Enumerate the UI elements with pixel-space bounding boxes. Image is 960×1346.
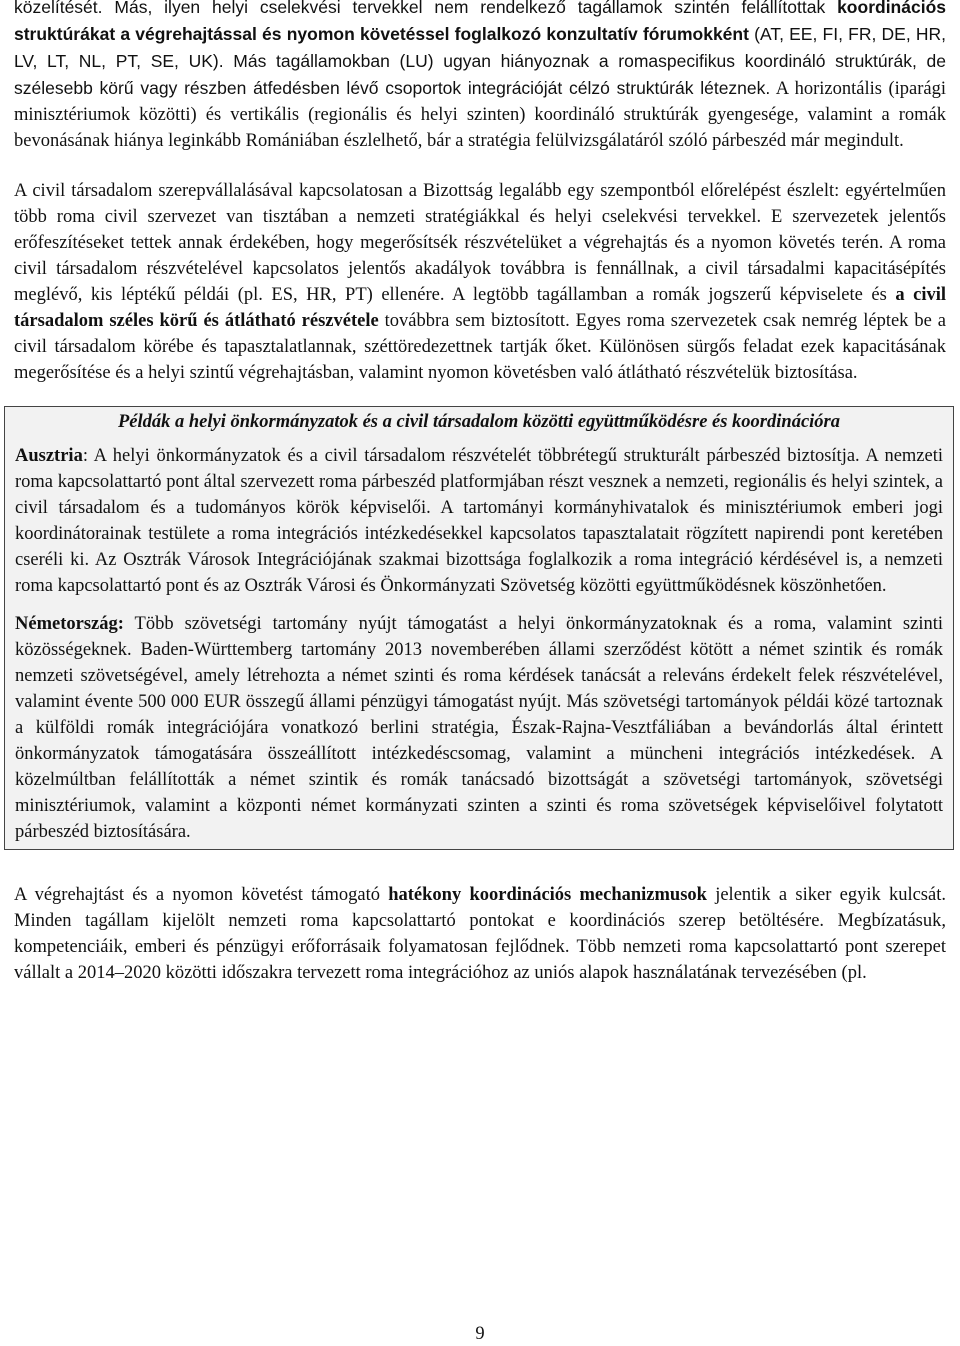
paragraph-text: (AT, EE, FI, FR, DE, HR, LV, LT, NL, PT, SE, UK). Más tagállamokban (LU) ugyan hiányoznak a romaspecifikus koordináló struktúrák, de szélesebb körű vagy részben átfedésben lévő csoportok integrációját célzó struktúrák léteznek. <box>14 24 947 98</box>
country-label-germany: Németország: <box>15 614 124 634</box>
document-page <box>14 0 946 986</box>
paragraph-coordination-structures <box>14 0 946 154</box>
example-text: Több szövetségi tartomány nyújt támogatást a helyi önkormányzatoknak és a roma, valamint szinti közösségeknek. Baden-Württemberg tartomány 2013 novemberében állami szerződést kötött a német szintik és romák nemzeti szövetségével, amely létrehozta a német szinti és roma kérdések tanácsát a releváns érdekelt felek részvételével, valamint évente 500 000 EUR összegű állami pénzügyi támogatást nyújt. Más szövetségi tartományok példái közé tartoznak a külföldi romák integrációjára vonatkozó berlini stratégia, Észak-Rajna-Vesztfáliában a bevándorlás által érintett önkormányzatok támogatására összeállított intézkedéscsomag, valamint a müncheni integrációs intézkedések. A közelmúltban felállították a német szintik és romák tanácsadó bizottságát a szövetségi tartományok, szövetségi minisztériumok, valamint a központi német kormányzati szinten a szinti és roma szövetségek képviselőivel folytatott párbeszéd biztosítására. <box>15 614 943 842</box>
page-number: 9 <box>475 1324 485 1344</box>
emphasis-text: koordinációs struktúrákat a végrehajtással és nyomon követéssel foglalkozó konzultatív fórumokként <box>14 0 946 44</box>
emphasis-text: hatékony koordinációs mechanizmusok <box>388 885 707 905</box>
examples-box <box>4 406 954 850</box>
emphasis-text: a civil társadalom széles körű és átlátható részvétele <box>14 285 946 331</box>
paragraph-coordination-mechanisms <box>14 882 946 986</box>
paragraph-text: A horizontális (iparági minisztériumok közötti) és vertikális (regionális és helyi szinten) koordináló struktúrák gyengesége, valamint a romák bevonásának hiánya leginkább Romániában észlelhető, bár a stratégia felülvizsgálatáról szóló párbeszéd már megindult. <box>14 79 946 151</box>
paragraph-text: közelítését. Más, ilyen helyi cselekvési tervekkel nem rendelkező tagállamok szintén felállítottak <box>14 0 838 17</box>
country-label-austria: Ausztria <box>15 446 83 466</box>
example-text: : A helyi önkormányzatok és a civil társadalom részvételét többrétegű strukturált párbeszéd biztosítja. A nemzeti roma kapcsolattartó pont által szervezett roma párbeszéd platformjában részt vesznek a nemzeti, regionális és helyi szintek, a civil társadalom és a tudományos körök képviselői. A tartományi kormányhivatalok és minisztériumok emberi jogi koordinátorainak testülete a roma integrációs intézkedésekkel kapcsolatos tapasztalatait rögzített napirendi pont keretében cseréli ki. Az Osztrák Városok Integrációjának szakmai bizottsága foglalkozik a roma integráció kérdésével is, a nemzeti roma kapcsolattartó pont és az Osztrák Városi és Önkormányzati Szövetség közötti együttműködésnek köszönhetően. <box>15 446 943 596</box>
paragraph-text: A végrehajtást és a nyomon követést támogató <box>14 885 389 905</box>
paragraph-text: A civil társadalom szerepvállalásával kapcsolatosan a Bizottság legalább egy szempontból előrelépést észlelt: egyértelműen több roma civil szervezet van tisztában a nemzeti stratégiákkal és helyi cselekvési tervekkel. E szervezetek jelentős erőfeszítéseket tettek annak érdekében, hogy megerősítsék részvételüket a végrehajtás és a nyomon követés terén. A roma civil társadalom részvételével kapcsolatos jelentős akadályok továbbra is fennállnak, a civil társadalmi kapacitásépítés meglévő, kis léptékű példái (pl. ES, HR, PT) ellenére. A legtöbb tagállamban a romák jogszerű képviselete és <box>14 181 946 305</box>
example-germany <box>15 611 943 845</box>
example-austria <box>15 443 943 599</box>
paragraph-civil-society <box>14 178 946 386</box>
paragraph-text: továbbra sem biztosított. Egyes roma szervezetek csak nemrég léptek be a civil társadalom körébe és tapasztalatlannak, széttöredezettnek tartják őket. Különösen sürgős feladat ezek kapacitásának megerősítése és a helyi szintű végrehajtásban, valamint nyomon követésben való átlátható részvételük biztosítása. <box>14 311 946 383</box>
examples-box-title: Példák a helyi önkormányzatok és a civil társadalom közötti együttműködésre és koordinációra <box>117 412 840 432</box>
paragraph-text: jelentik a siker egyik kulcsát. Minden tagállam kijelölt nemzeti roma kapcsolattartó pontokat e koordinációs szerep betöltésére. Megbízatásuk, kompetenciáik, emberi és pénzügyi erőforrásaik folyamatosan fejlődnek. Több nemzeti roma kapcsolattartó pont szerepet vállalt a 2014–2020 közötti időszakra tervezett roma integrációhoz az uniós alapok használatának tervezésében (pl. <box>14 885 946 983</box>
